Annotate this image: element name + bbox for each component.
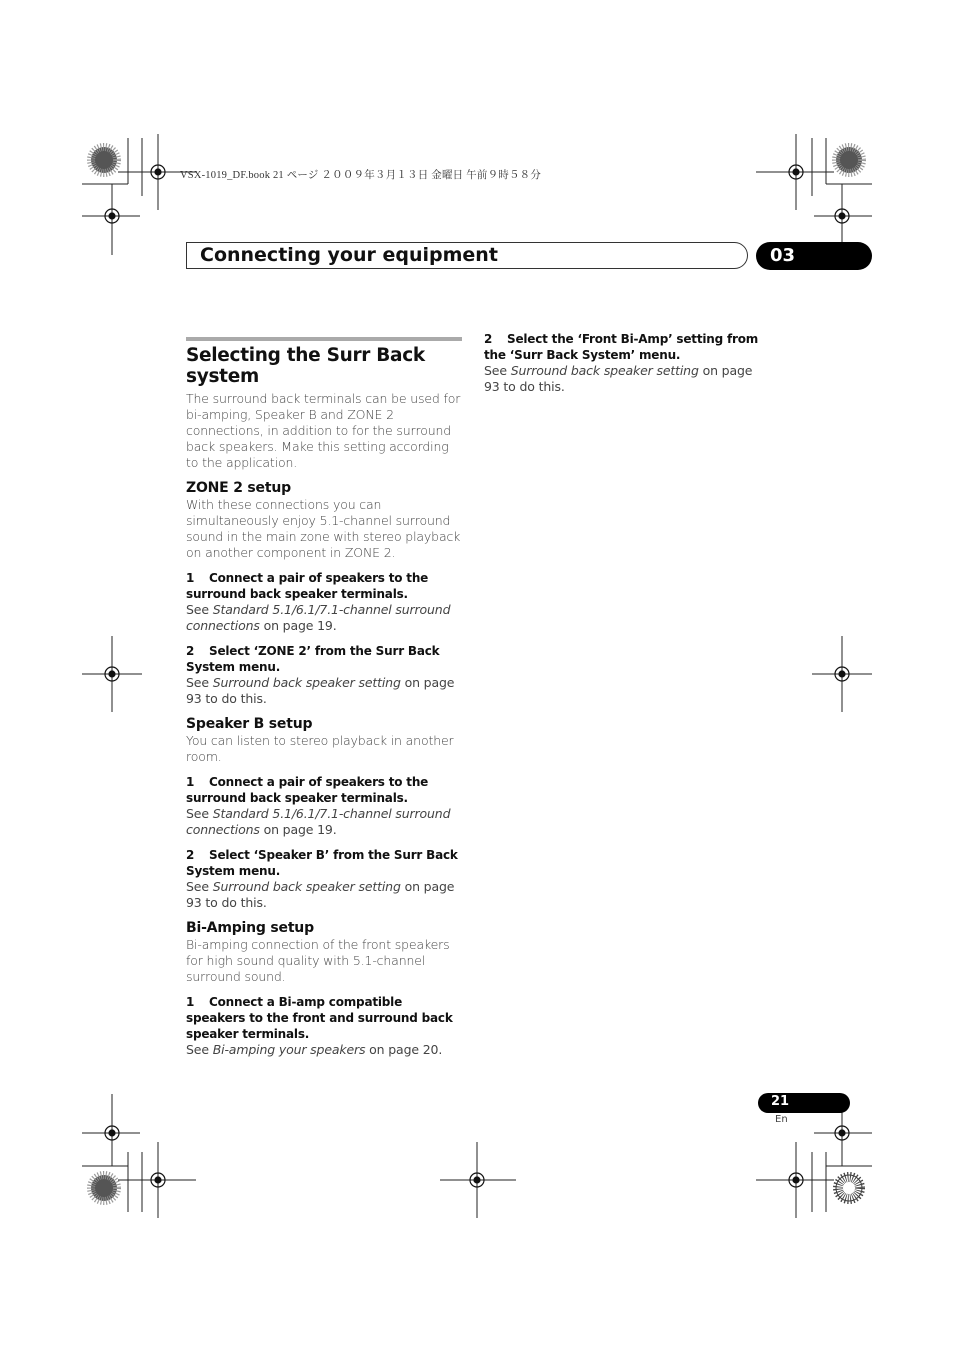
biamp-text: Bi-amping connection of the front speakers for high sound quality with 5.1-channel surround sound. xyxy=(186,937,450,984)
zone2-text: With these connections you can simultaneously enjoy 5.1-channel surround sound in the main zone with stereo playback on another component in ZONE 2. xyxy=(186,497,461,560)
chapter-number: 03 xyxy=(770,245,796,266)
see-suffix: on page 19. xyxy=(259,822,337,837)
see-prefix: See xyxy=(186,806,213,821)
biamp-step-2 xyxy=(484,331,760,363)
biamp-step-1 xyxy=(186,994,462,1042)
see-prefix: See xyxy=(186,602,213,617)
zone2-step-1 xyxy=(186,570,462,602)
reference-link[interactable]: Standard 5.1/6.1/7.1-channel surround connections xyxy=(186,806,451,837)
step-number: 1 xyxy=(186,995,195,1009)
biamp-step-2-reference xyxy=(484,363,760,395)
see-prefix: See xyxy=(186,1042,213,1057)
biamp-step-1-reference xyxy=(186,1042,462,1058)
print-info: VSX-1019_DF.book 21 ページ ２００９年３月１３日 金曜日 午前９時５８分 xyxy=(180,170,542,181)
speakerb-step-2-reference xyxy=(186,879,462,911)
reference-link[interactable]: Surround back speaker setting xyxy=(510,363,699,378)
step-number: 1 xyxy=(186,571,195,585)
step-text: Select ‘ZONE 2’ from the Surr Back System menu. xyxy=(186,644,440,674)
zone2-step-2 xyxy=(186,643,462,675)
zone2-heading: ZONE 2 setup xyxy=(186,480,291,496)
biamp-heading: Bi-Amping setup xyxy=(186,920,314,936)
see-suffix: on page 20. xyxy=(365,1042,443,1057)
speakerb-heading: Speaker B setup xyxy=(186,716,313,732)
zone2-step-1-reference xyxy=(186,602,462,634)
reference-link[interactable]: Surround back speaker setting xyxy=(212,675,401,690)
see-prefix: See xyxy=(186,675,213,690)
speakerb-step-1 xyxy=(186,774,462,806)
left-column xyxy=(186,337,462,1058)
step-number: 2 xyxy=(186,848,195,862)
step-text: Select ‘Speaker B’ from the Surr Back System menu. xyxy=(186,848,458,878)
speakerb-text: You can listen to stereo playback in another room. xyxy=(186,733,454,764)
reference-link[interactable]: Bi-amping your speakers xyxy=(212,1042,366,1057)
step-text: Connect a pair of speakers to the surround back speaker terminals. xyxy=(186,571,429,601)
step-text: Connect a pair of speakers to the surround back speaker terminals. xyxy=(186,775,429,805)
section-intro: The surround back terminals can be used for bi-amping, Speaker B and ZONE 2 connections, in addition to for the surround back speakers. Make this setting according to the application. xyxy=(186,391,461,470)
page-language: En xyxy=(775,1114,788,1125)
step-number: 2 xyxy=(186,644,195,658)
reference-link[interactable]: Surround back speaker setting xyxy=(212,879,401,894)
page-number: 21 xyxy=(771,1094,790,1109)
see-suffix: on page 19. xyxy=(259,618,337,633)
see-suffix: on page 93 to do this. xyxy=(484,363,753,394)
step-number: 1 xyxy=(186,775,195,789)
speakerb-step-1-reference xyxy=(186,806,462,838)
see-prefix: See xyxy=(484,363,511,378)
zone2-step-2-reference xyxy=(186,675,462,707)
speakerb-step-2 xyxy=(186,847,462,879)
step-number: 2 xyxy=(484,332,493,346)
right-column xyxy=(484,331,760,395)
see-suffix: on page 93 to do this. xyxy=(186,879,455,910)
see-prefix: See xyxy=(186,879,213,894)
reference-link[interactable]: Standard 5.1/6.1/7.1-channel surround connections xyxy=(186,602,451,633)
see-suffix: on page 93 to do this. xyxy=(186,675,455,706)
chapter-title: Connecting your equipment xyxy=(200,244,498,266)
step-text: Connect a Bi-amp compatible speakers to the front and surround back speaker terminals. xyxy=(186,995,453,1041)
section-title: Selecting the Surr Back system xyxy=(186,345,425,387)
section-rule xyxy=(186,337,462,341)
step-text: Select the ‘Front Bi-Amp’ setting from the ‘Surr Back System’ menu. xyxy=(484,332,759,362)
